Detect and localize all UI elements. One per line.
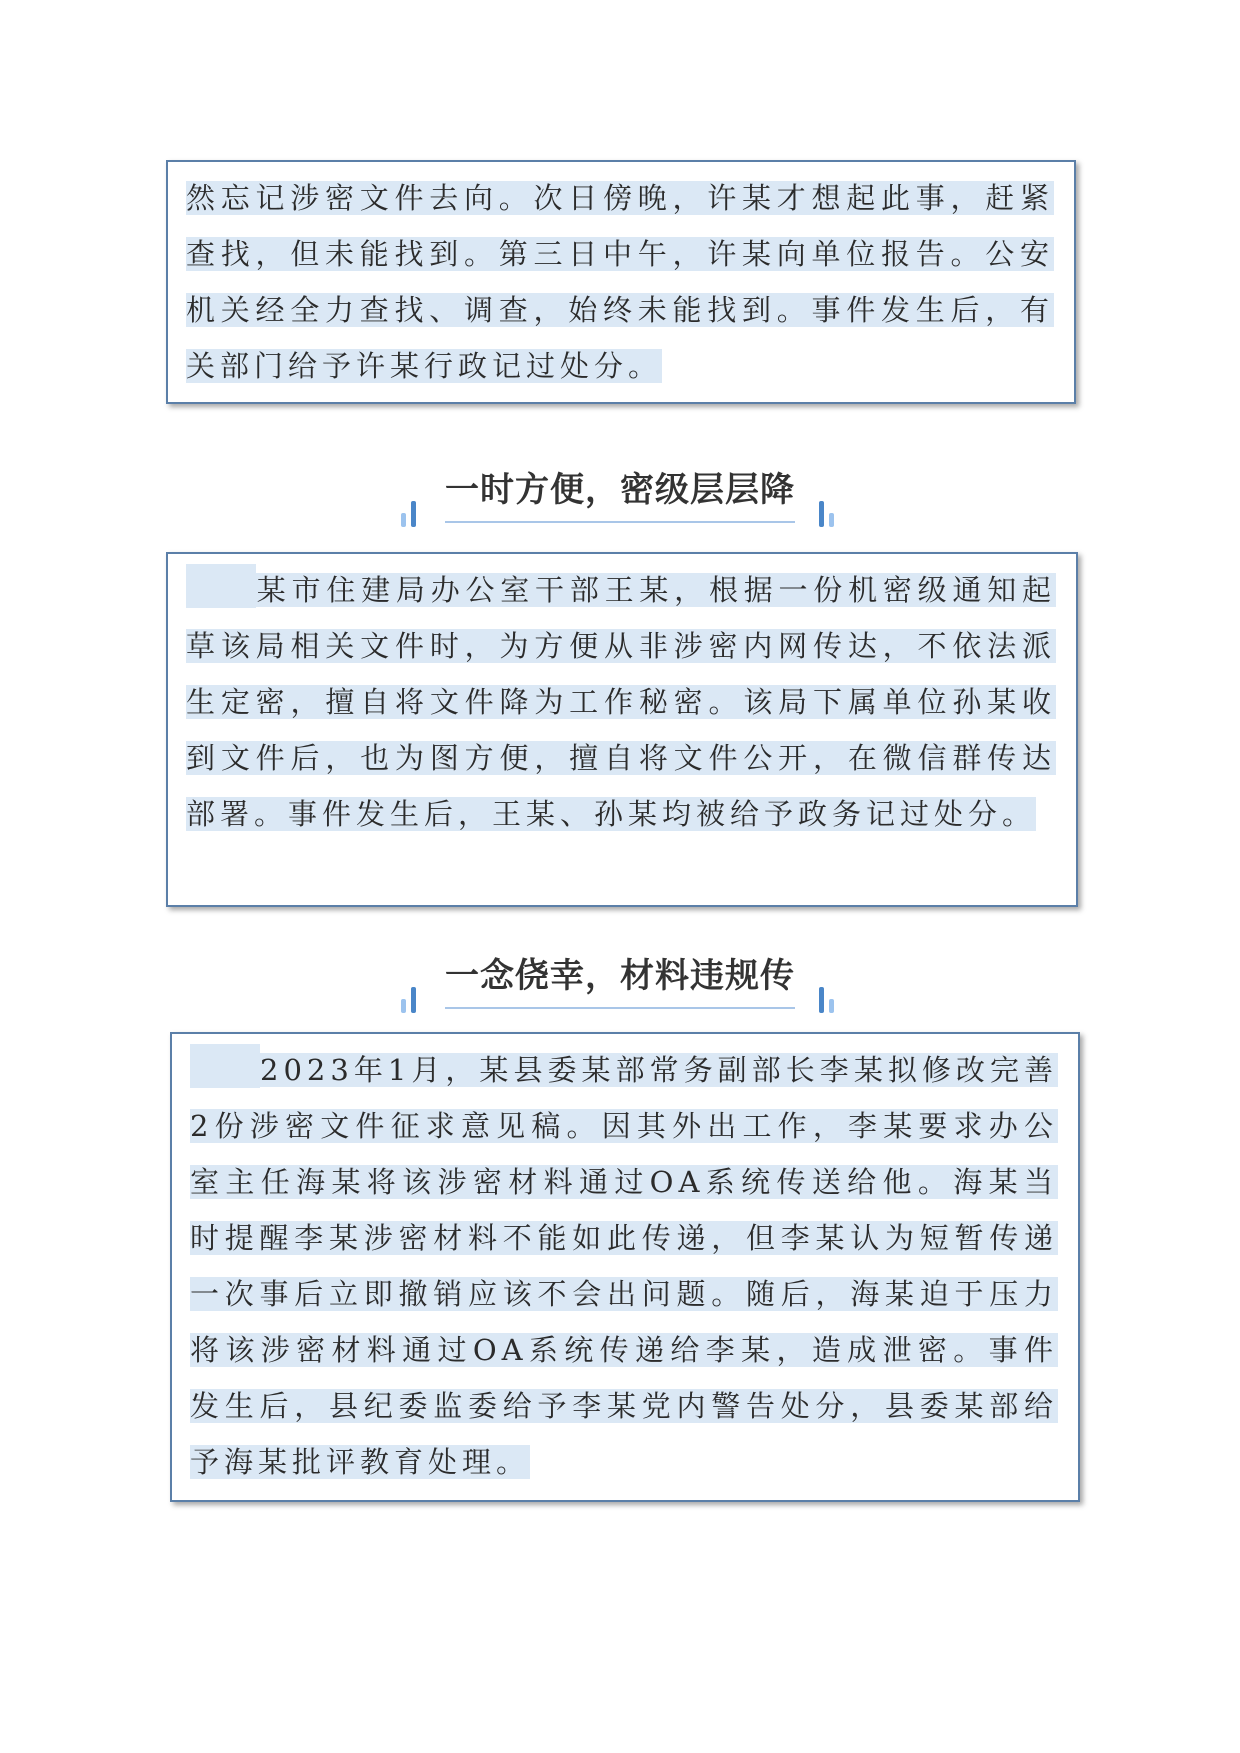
- indent-highlight: [190, 1044, 260, 1088]
- case-paragraph-2: [186, 562, 1056, 842]
- indent-highlight: [186, 564, 256, 608]
- bar-decoration-icon: [399, 493, 423, 527]
- case-paragraph-1: [186, 170, 1054, 394]
- case-text-3: 2023年1月，某县委某部常务副部长李某拟修改完善2份涉密文件征求意见稿。因其外出工作，李某要求办公室主任海某将该涉密材料通过OA系统传送给他。海某当时提醒李某涉密材料不能如此传递，但李某认为短暂传递一次事后立即撤销应该不会出问题。随后，海某迫于压力将该涉密材料通过OA系统传递给李某，造成泄密。事件发生后，县纪委监委给予李某党内警告处分，县委某部给予海某批评教育处理。: [190, 1053, 1058, 1479]
- section-heading-2: [0, 462, 1240, 523]
- case-card-2: [166, 552, 1078, 907]
- case-paragraph-3: [190, 1042, 1058, 1490]
- case-text-2: 某市住建局办公室干部王某，根据一份机密级通知起草该局相关文件时，为方便从非涉密内网传达，不依法派生定密，擅自将文件降为工作秘密。该局下属单位孙某收到文件后，也为图方便，擅自将文件公开，在微信群传达部署。事件发生后，王某、孙某均被给予政务记过处分。: [186, 573, 1056, 831]
- bar-decoration-icon: [817, 979, 841, 1013]
- case-text-1: 然忘记涉密文件去向。次日傍晚，许某才想起此事，赶紧查找，但未能找到。第三日中午，许某向单位报告。公安机关经全力查找、调查，始终未能找到。事件发生后，有关部门给予许某行政记过处分。: [186, 181, 1054, 383]
- bar-decoration-icon: [817, 493, 841, 527]
- heading-wrap-3: [445, 948, 795, 1009]
- section-heading-3: [0, 948, 1240, 1009]
- case-card-3: [170, 1032, 1080, 1502]
- section-title-2: 一时方便，密级层层降: [445, 470, 795, 510]
- bar-decoration-icon: [399, 979, 423, 1013]
- section-title-3: 一念侥幸，材料违规传: [445, 956, 795, 996]
- heading-wrap-2: [445, 462, 795, 523]
- case-card-1: [166, 160, 1076, 404]
